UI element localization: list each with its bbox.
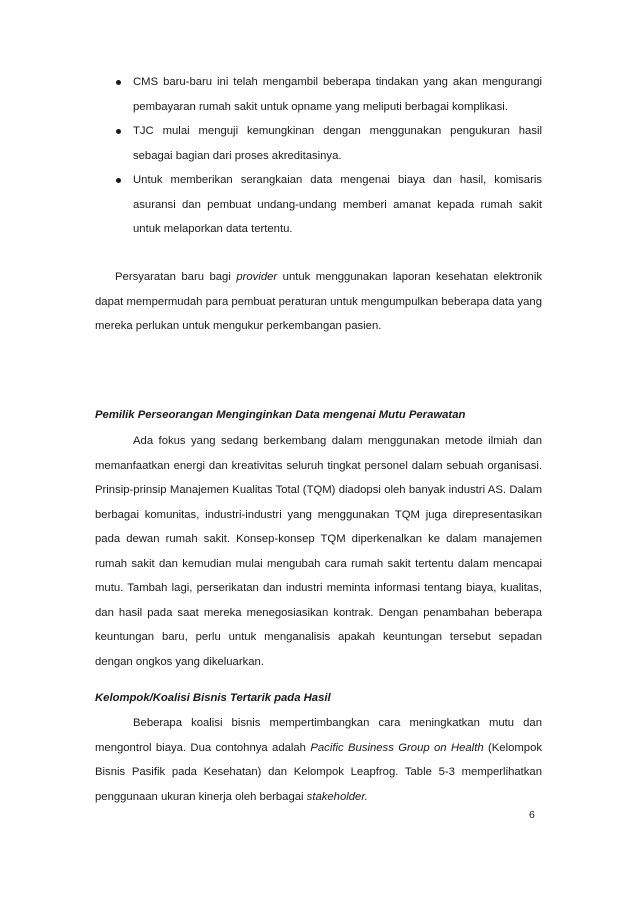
bullet-icon xyxy=(116,80,121,85)
section-heading: Kelompok/Koalisi Bisnis Tertarik pada Hasil xyxy=(95,692,331,704)
bullet-list xyxy=(0,70,638,242)
section-heading: Pemilik Perseorangan Menginginkan Data mengenai Mutu Perawatan xyxy=(95,409,466,421)
bullet-icon xyxy=(116,178,121,183)
paragraph-tqm: Ada fokus yang sedang berkembang dalam menggunakan metode ilmiah dan memanfaatkan energi dan kreativitas seluruh tingkat personel dalam sebuah organisasi. Prinsip-prinsip Manajemen Kualitas Total (TQM) diadopsi oleh banyak industri AS. Dalam berbagai komunitas, industri-industri yang menggunakan TQM juga direpresentasikan pada dewan rumah sakit. Konsep-konsep TQM diperkenalkan ke dalam manajemen rumah sakit dan kemudian mulai mengubah cara rumah sakit tertentu dalam mencapai mutu. Tambah lagi, perserikatan dan industri meminta informasi tentang biaya, kualitas, dan hasil pada saat mereka menegosiasikan kontrak. Dengan penambahan beberapa keuntungan baru, perlu untuk menganalisis apakah keuntungan tersebut sepadan dengan ongkos yang dikeluarkan. xyxy=(95,435,542,668)
list-item: Untuk memberikan serangkaian data mengenai biaya dan hasil, komisaris asuransi dan pembuat undang-undang memberi amanat kepada rumah sakit untuk melaporkan data tertentu. xyxy=(133,168,542,242)
page-number: 6 xyxy=(529,809,535,821)
list-item: TJC mulai menguji kemungkinan dengan menggunakan pengukuran hasil sebagai bagian dari proses akreditasinya. xyxy=(133,119,542,168)
paragraph-business-coalitions: Beberapa koalisi bisnis mempertimbangkan cara meningkatkan mutu dan mengontrol biaya. Dua contohnya adalah Pacific Business Group on Health (Kelompok Bisnis Pasifik pada Kesehatan) dan Kelompok Leapfrog. Table 5-3 memperlihatkan penggunaan ukuran kinerja oleh berbagai stakeholder. xyxy=(95,717,543,803)
list-item: CMS baru-baru ini telah mengambil beberapa tindakan yang akan mengurangi pembayaran rumah sakit untuk opname yang meliputi berbagai komplikasi. xyxy=(133,70,542,119)
bullet-icon xyxy=(116,129,121,134)
paragraph-requirements: Persyaratan baru bagi provider untuk menggunakan laporan kesehatan elektronik dapat mempermudah para pembuat peraturan untuk mengumpulkan beberapa data yang mereka perlukan untuk mengukur perkembangan pasien. xyxy=(95,271,542,332)
